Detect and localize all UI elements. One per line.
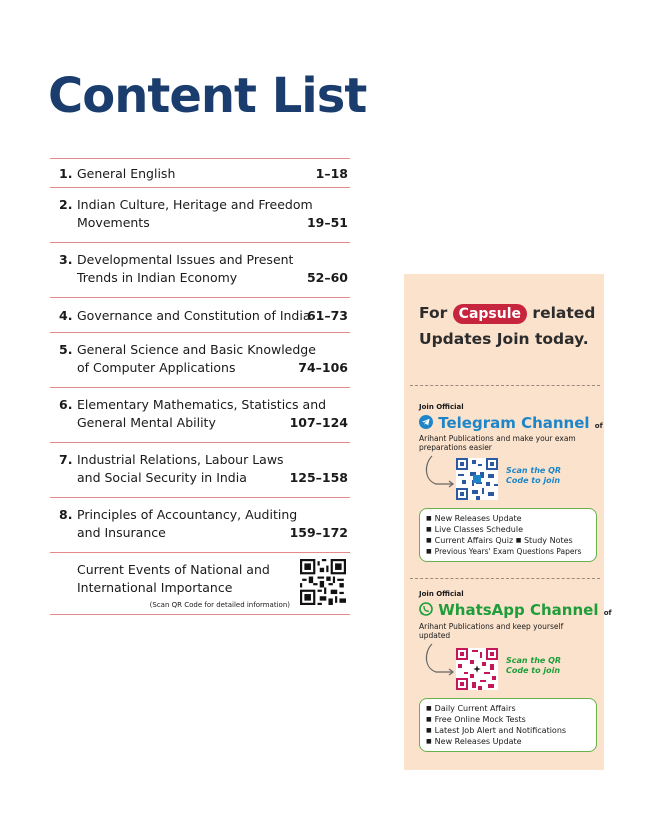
toc-title: General English: [77, 166, 176, 181]
promo-headline: For Capsule related Updates Join today.: [419, 304, 596, 348]
whatsapp-channel-title[interactable]: WhatsApp Channel of: [419, 601, 612, 619]
toc-row[interactable]: [50, 298, 350, 333]
toc-number: 7.: [59, 452, 73, 467]
toc-number: 4.: [59, 308, 73, 323]
content-list: [50, 158, 350, 615]
toc-row[interactable]: [50, 159, 350, 188]
whatsapp-qr-code-icon[interactable]: [456, 648, 498, 690]
list-item: ■ New Releases Update: [426, 736, 590, 747]
telegram-features-box: [419, 508, 597, 562]
qr-code-icon[interactable]: [300, 559, 346, 605]
toc-number: 5.: [59, 342, 73, 357]
curved-arrow-icon: [422, 454, 456, 490]
whatsapp-scan-text: Scan the QR Code to join: [506, 656, 562, 675]
whatsapp-description: Arihant Publications and keep yourself updated: [419, 622, 564, 640]
toc-number: 6.: [59, 397, 73, 412]
page-title: Content List: [48, 68, 367, 124]
telegram-description: Arihant Publications and make your exam preparations easier: [419, 434, 576, 452]
telegram-scan-text: Scan the QR Code to join: [506, 466, 562, 485]
toc-title: Principles of Accountancy, Auditing and Insurance: [77, 507, 298, 540]
dashed-divider: [410, 385, 600, 386]
toc-pages: 125–158: [289, 470, 348, 485]
telegram-qr-code-icon[interactable]: [456, 458, 498, 500]
list-item: ■ Previous Years' Exam Questions Papers: [426, 546, 590, 557]
whatsapp-join-label: Join Official: [419, 590, 464, 598]
scan-note: (Scan QR Code for detailed information): [149, 601, 290, 609]
capsule-badge: Capsule: [453, 304, 527, 324]
curved-arrow-icon: [422, 642, 456, 678]
toc-row[interactable]: [50, 243, 350, 298]
toc-pages: 52–60: [306, 270, 348, 285]
telegram-channel-title[interactable]: Telegram Channel of: [419, 414, 603, 432]
list-item: ■ New Releases Update: [426, 513, 590, 524]
capsule-promo-panel: [404, 274, 612, 770]
toc-pages: 74–106: [298, 360, 348, 375]
toc-pages: 19–51: [306, 215, 348, 230]
dashed-divider: [410, 578, 600, 579]
toc-pages: 61–73: [306, 308, 348, 323]
list-item: ■ Free Online Mock Tests: [426, 714, 590, 725]
toc-number: 1.: [59, 166, 73, 181]
toc-row[interactable]: [50, 333, 350, 388]
list-item: ■ Live Classes Schedule: [426, 524, 590, 535]
toc-number: 2.: [59, 197, 73, 212]
toc-title: Indian Culture, Heritage and Freedom Movements: [77, 197, 313, 230]
list-item: ■ Daily Current Affairs: [426, 703, 590, 714]
telegram-icon: [419, 415, 433, 429]
toc-number: 8.: [59, 507, 73, 522]
toc-row[interactable]: [50, 443, 350, 498]
toc-number: 3.: [59, 252, 73, 267]
toc-pages: 159–172: [289, 525, 348, 540]
toc-title: General Science and Basic Knowledge of Computer Applications: [77, 342, 316, 375]
current-events-title: Current Events of National and International Importance: [77, 562, 270, 595]
toc-title: Elementary Mathematics, Statistics and General Mental Ability: [77, 397, 327, 430]
toc-row[interactable]: [50, 188, 350, 243]
list-item: ■ Latest Job Alert and Notifications: [426, 725, 590, 736]
telegram-join-label: Join Official: [419, 403, 464, 411]
toc-pages: 107–124: [289, 415, 348, 430]
toc-pages: 1–18: [315, 166, 348, 181]
whatsapp-features-box: [419, 698, 597, 752]
whatsapp-icon: [419, 602, 433, 616]
toc-row[interactable]: [50, 498, 350, 553]
list-item: ■ Current Affairs Quiz ■ Study Notes: [426, 535, 590, 546]
toc-row[interactable]: [50, 388, 350, 443]
toc-title: Industrial Relations, Labour Laws and Social Security in India: [77, 452, 284, 485]
toc-title: Developmental Issues and Present Trends in Indian Economy: [77, 252, 294, 285]
toc-row-current-events[interactable]: [50, 553, 350, 615]
toc-title: Governance and Constitution of India: [77, 308, 311, 323]
